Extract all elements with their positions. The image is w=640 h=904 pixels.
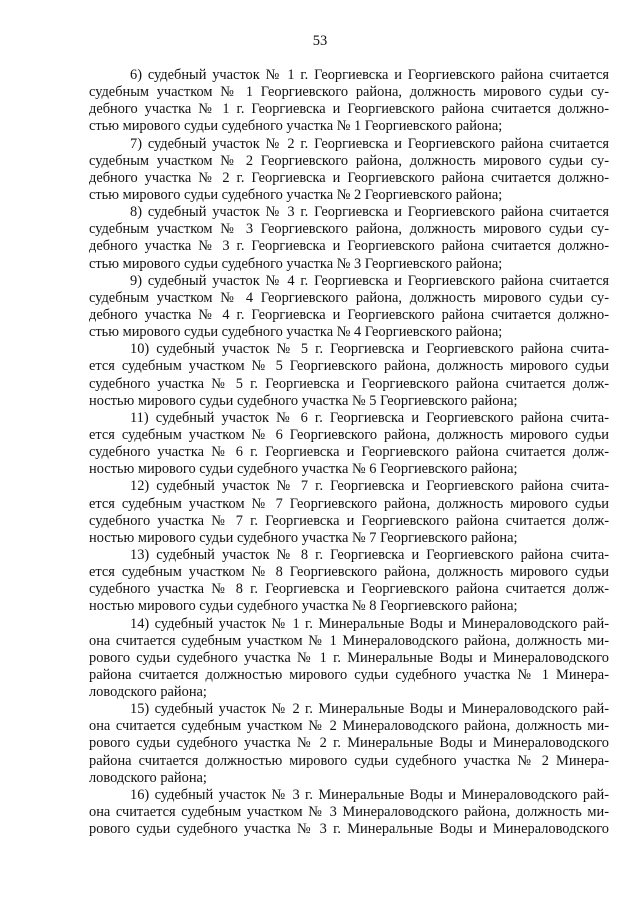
text-line: дебного участка № 1 г. Георгиевска и Георгиевского района считается должно- [89, 101, 609, 118]
text-line: ловодского района; [89, 684, 207, 701]
text-line: ностью мирового судьи судебного участка № 5 Георгиевского района; [89, 392, 518, 409]
text-line: она считается судебным участком № 2 Минераловодского района, должность ми- [89, 718, 609, 735]
text-line: судебного участка № 6 г. Георгиевска и Георгиевского района считается долж- [89, 444, 609, 461]
text-line: ется судебным участком № 7 Георгиевского района, должность мирового судьи [89, 495, 609, 512]
text-line: 6) судебный участок № 1 г. Георгиевска и Георгиевского района считается [130, 67, 609, 83]
text-line: района считается должностью мирового судьи судебного участка № 1 Минера- [89, 666, 609, 683]
text-line: района считается должностью мирового судьи судебного участка № 2 Минера- [89, 752, 609, 769]
text-line: 13) судебный участок № 8 г. Георгиевска и Георгиевского района счита- [130, 546, 609, 563]
text-line: рового судьи судебного участка № 3 г. Минеральные Воды и Минераловодского [89, 821, 609, 838]
document-body [89, 67, 609, 838]
text-line: ется судебным участком № 5 Георгиевского района, должность мирового судьи [89, 358, 609, 375]
text-line: дебного участка № 4 г. Георгиевска и Георгиевского района считается должно- [89, 306, 609, 323]
text-line: стью мирового судьи судебного участка № 2 Георгиевского района; [89, 186, 503, 203]
text-line: 11) судебный участок № 6 г. Георгиевска и Георгиевского района счита- [130, 409, 609, 426]
text-line: ностью мирового судьи судебного участка № 8 Георгиевского района; [89, 598, 518, 615]
text-line: 10) судебный участок № 5 г. Георгиевска и Георгиевского района счита- [130, 341, 609, 358]
text-line: ностью мирового судьи судебного участка № 6 Георгиевского района; [89, 461, 518, 478]
text-line: судебного участка № 8 г. Георгиевска и Георгиевского района считается долж- [89, 581, 609, 598]
page-number: 53 [312, 33, 328, 49]
text-line: дебного участка № 3 г. Георгиевска и Георгиевского района считается должно- [89, 238, 609, 255]
text-line: ется судебным участком № 6 Георгиевского района, должность мирового судьи [89, 426, 609, 443]
text-line: ется судебным участком № 8 Георгиевского района, должность мирового судьи [89, 564, 609, 581]
text-line: она считается судебным участком № 3 Минераловодского района, должность ми- [89, 804, 609, 821]
text-line: судебным участком № 1 Георгиевского района, должность мирового судьи су- [89, 84, 609, 101]
text-line: стью мирового судьи судебного участка № 4 Георгиевского района; [89, 324, 503, 341]
text-line: 7) судебный участок № 2 г. Георгиевска и Георгиевского района считается [130, 135, 609, 152]
text-line: 8) судебный участок № 3 г. Георгиевска и Георгиевского района считается [130, 204, 609, 221]
text-line: стью мирового судьи судебного участка № 3 Георгиевского района; [89, 255, 503, 272]
text-line: 16) судебный участок № 3 г. Минеральные Воды и Минераловодского рай- [130, 786, 609, 803]
text-line: 15) судебный участок № 2 г. Минеральные Воды и Минераловодского рай- [130, 701, 609, 718]
text-line: судебного участка № 5 г. Георгиевска и Георгиевского района считается долж- [89, 375, 609, 392]
text-line: стью мирового судьи судебного участка № 1 Георгиевского района; [89, 118, 503, 135]
text-line: рового судьи судебного участка № 1 г. Минеральные Воды и Минераловодского [89, 649, 609, 666]
text-line: 12) судебный участок № 7 г. Георгиевска и Георгиевского района счита- [130, 478, 609, 495]
text-line: судебным участком № 2 Георгиевского района, должность мирового судьи су- [89, 152, 609, 169]
text-line: 14) судебный участок № 1 г. Минеральные Воды и Минераловодского рай- [130, 615, 609, 632]
text-line: ностью мирового судьи судебного участка № 7 Георгиевского района; [89, 529, 518, 546]
text-line: она считается судебным участком № 1 Минераловодского района, должность ми- [89, 632, 609, 649]
text-line: судебного участка № 7 г. Георгиевска и Георгиевского района считается долж- [89, 512, 609, 529]
text-line: ловодского района; [89, 769, 207, 786]
text-line: 9) судебный участок № 4 г. Георгиевска и Георгиевского района считается [130, 272, 609, 289]
text-line: дебного участка № 2 г. Георгиевска и Георгиевского района считается должно- [89, 169, 609, 186]
text-line: судебным участком № 3 Георгиевского района, должность мирового судьи су- [89, 221, 609, 238]
text-line: рового судьи судебного участка № 2 г. Минеральные Воды и Минераловодского [89, 735, 609, 752]
text-line: судебным участком № 4 Георгиевского района, должность мирового судьи су- [89, 289, 609, 306]
